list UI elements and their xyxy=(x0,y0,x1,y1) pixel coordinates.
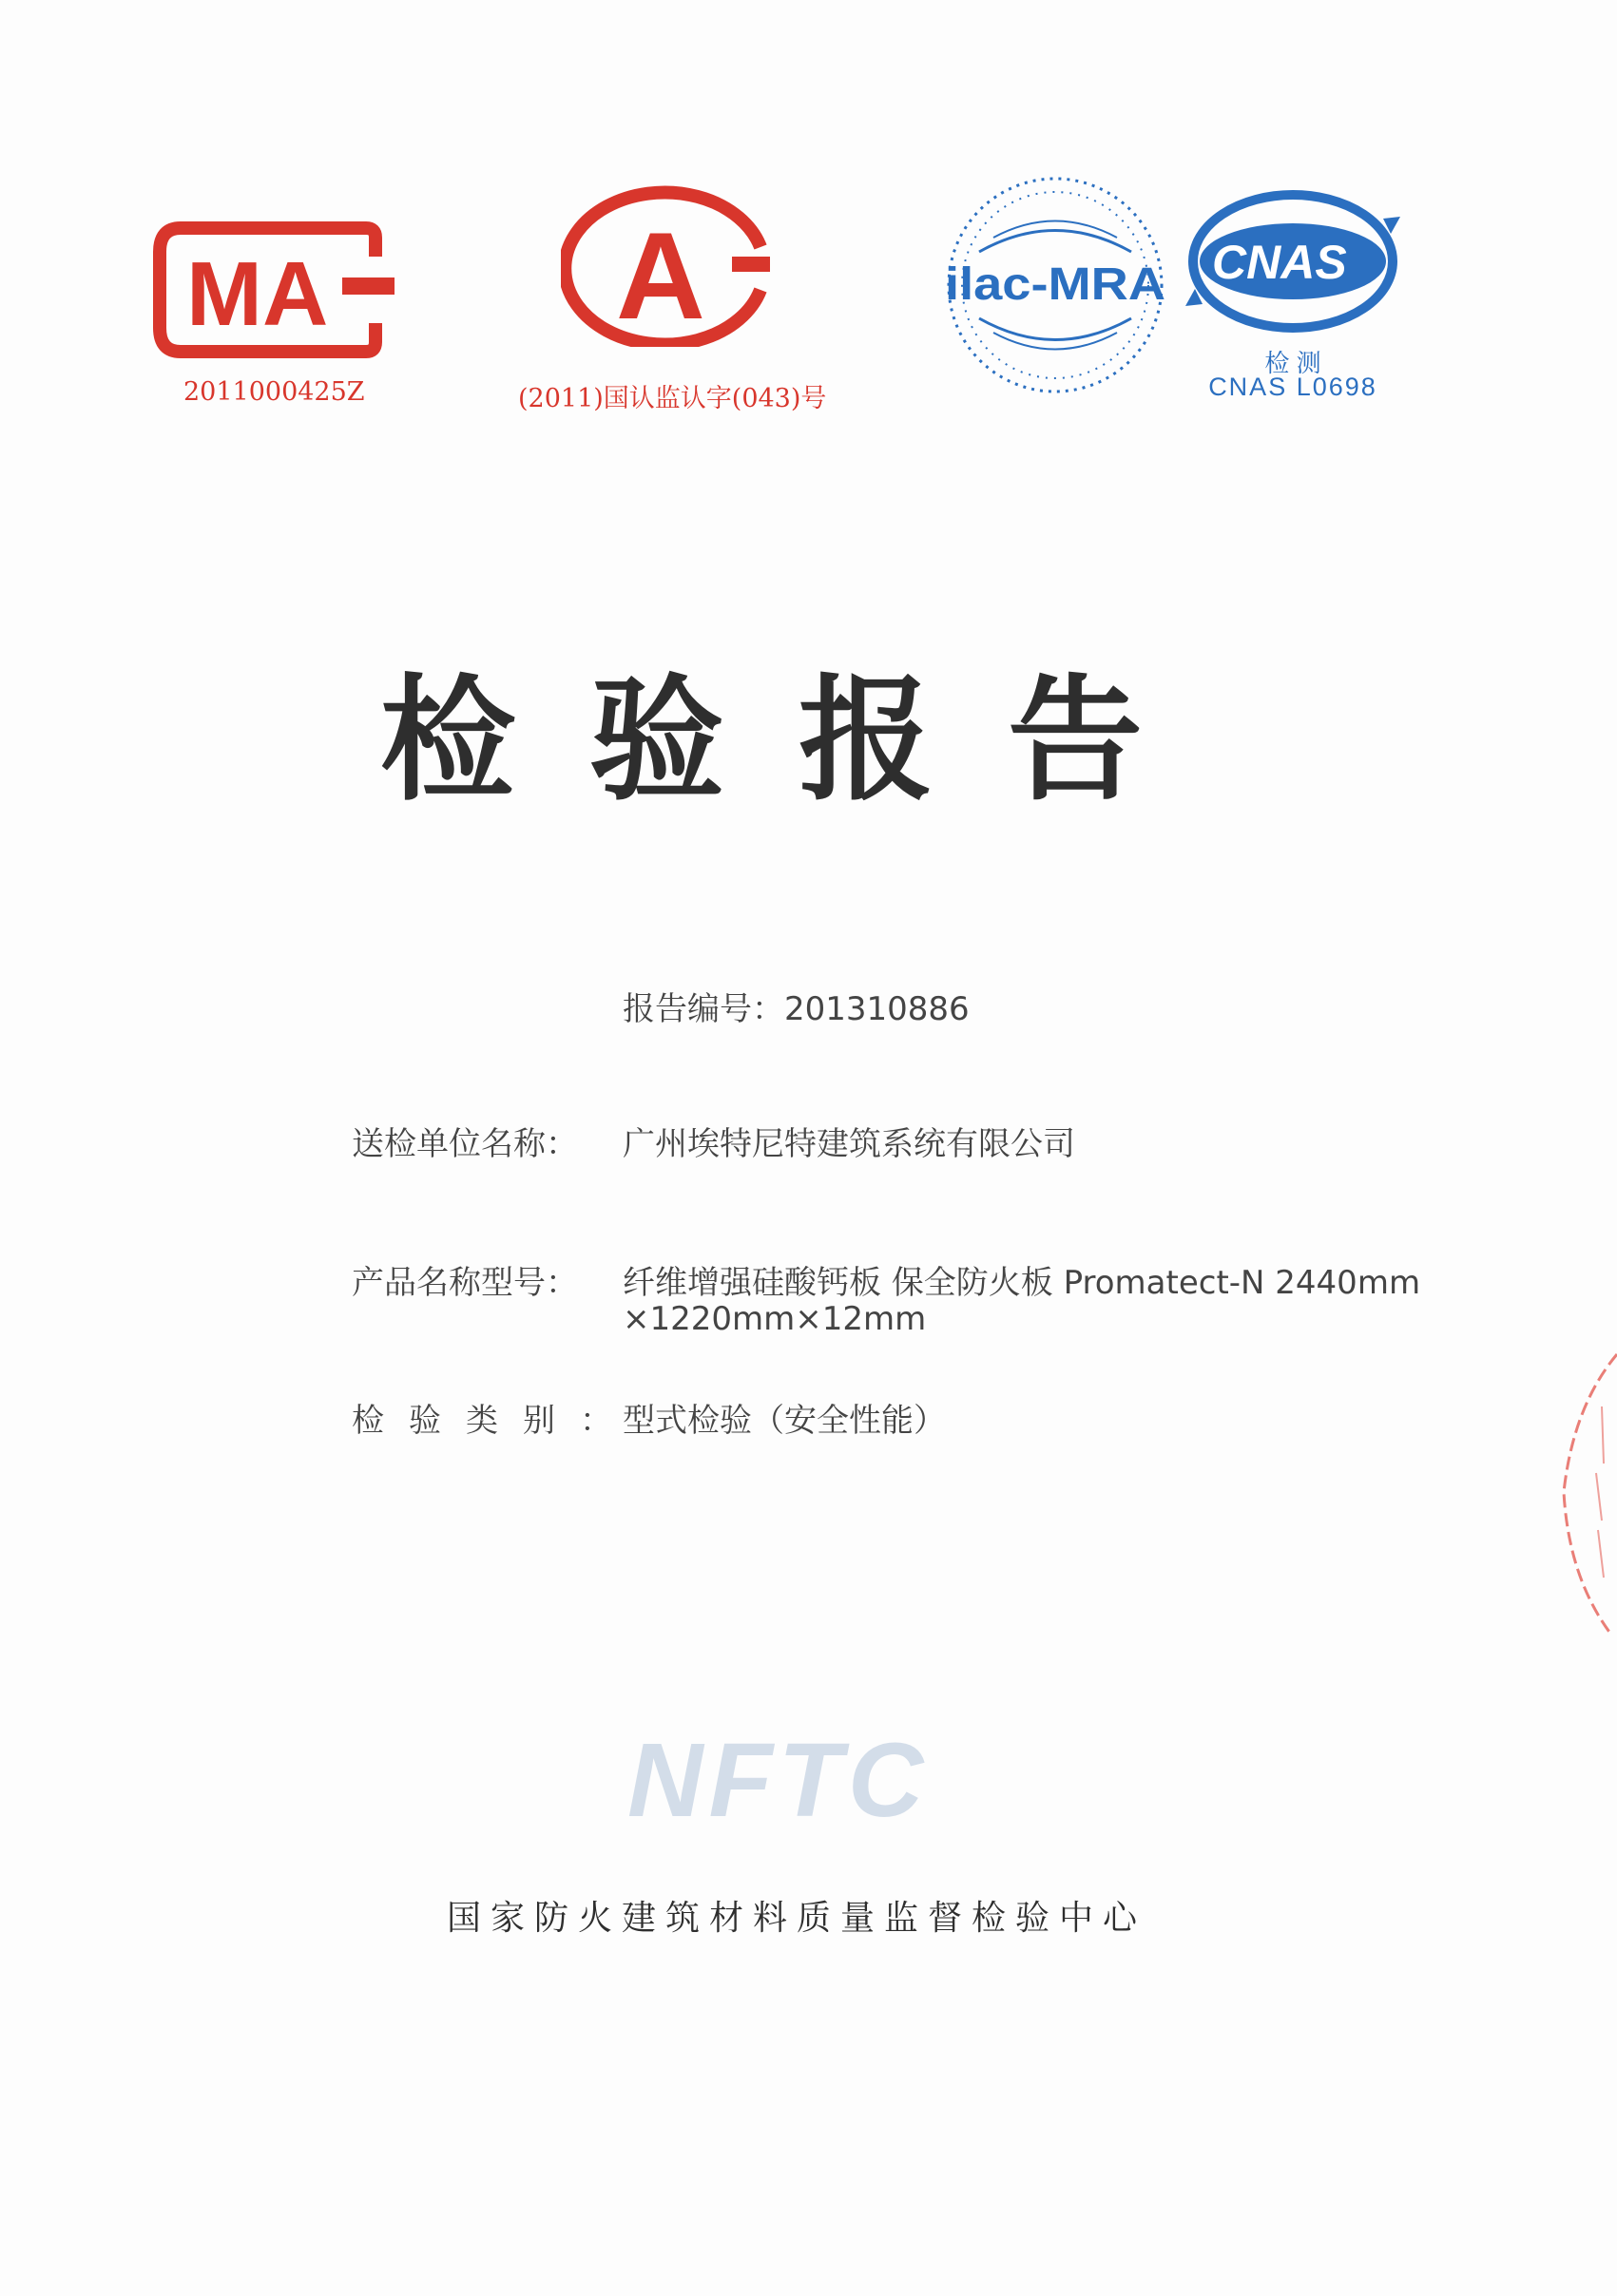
field-value-client: 广州埃特尼特建筑系统有限公司 xyxy=(623,1125,1075,1163)
cnas-logo-graphic xyxy=(1184,181,1402,342)
field-value-product-line1: 纤维增强硅酸钙板 保全防火板 Promatect-N 2440mm xyxy=(623,1264,1421,1302)
field-label-product: 产品名称型号： xyxy=(352,1264,578,1302)
cma-logo-text: MA xyxy=(186,243,329,345)
ilac-mra-logo-text: ilac-MRA xyxy=(945,259,1165,310)
cnas-accreditation-code: CNAS L0698 xyxy=(1208,373,1377,401)
report-title: 检验报告 xyxy=(380,662,1217,819)
report-number: 报告编号：201310886 xyxy=(623,990,970,1028)
seal-fragment-graphic xyxy=(1535,1349,1617,1644)
cma-certificate-number: 2011000425Z xyxy=(183,377,365,407)
cnas-logo xyxy=(1184,181,1402,342)
nftc-watermark-logo: NFTC xyxy=(627,1722,930,1839)
cma-logo xyxy=(152,219,395,361)
field-value-inspection-type: 型式检验（安全性能） xyxy=(623,1402,946,1440)
field-label-client: 送检单位名称： xyxy=(352,1125,578,1163)
ilac-mra-logo-graphic xyxy=(941,171,1169,399)
ilac-mra-logo xyxy=(941,171,1169,399)
cal-logo-text: A xyxy=(616,206,705,345)
field-label-inspection-type: 检验类别： xyxy=(352,1402,637,1440)
issuing-organization: 国家防火建筑材料质量监督检验中心 xyxy=(447,1899,1147,1938)
cal-logo xyxy=(561,185,780,347)
cma-logo-graphic xyxy=(152,219,395,361)
official-seal-fragment xyxy=(1535,1349,1617,1644)
cal-logo-graphic xyxy=(561,185,780,347)
field-value-product-line2: ×1220mm×12mm xyxy=(623,1300,927,1338)
cnas-logo-text: CNAS xyxy=(1212,236,1347,289)
cal-certificate-number: (2011)国认监认字(043)号 xyxy=(518,384,827,413)
cnas-sub-label: 检 测 xyxy=(1264,349,1321,377)
